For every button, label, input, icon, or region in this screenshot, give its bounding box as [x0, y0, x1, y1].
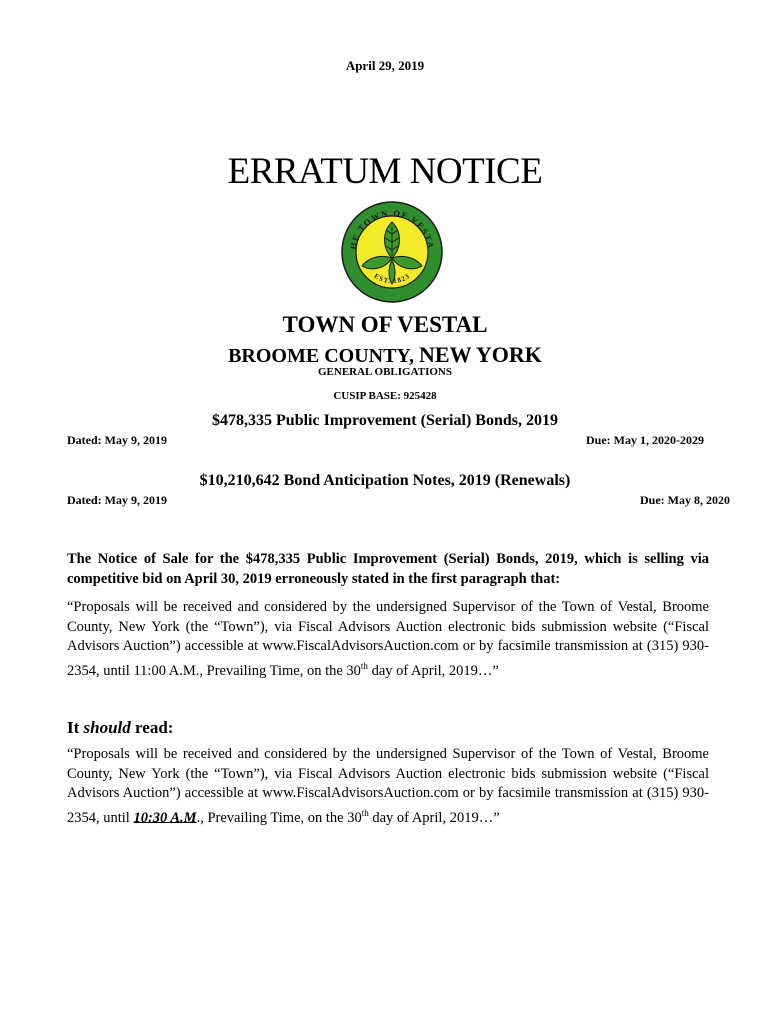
cusip-label: CUSIP BASE: 925428: [333, 390, 437, 402]
heading-emph: should: [83, 718, 131, 737]
original-paragraph: [67, 598, 709, 681]
ordinal-suffix: th: [361, 807, 369, 818]
corrected-time: 10:30 A.M: [133, 809, 197, 826]
notice-date: April 29, 2019: [345, 58, 425, 73]
issue-due: Due: May 1, 2020-2029: [586, 433, 704, 447]
seal-top-text: HE TOWN OF VESTA: [347, 207, 437, 251]
page-title: ERRATUM NOTICE: [227, 151, 543, 192]
heading-pre: It: [67, 718, 84, 737]
corrected-paragraph: [67, 745, 709, 828]
county-line: [0, 342, 770, 368]
corrected-text-end: day of April, 2019…”: [368, 809, 500, 826]
corrected-text-mid: ., Prevailing Time, on the 30: [196, 809, 362, 826]
obligations-label: GENERAL OBLIGATIONS: [318, 366, 452, 378]
heading-post: read:: [130, 718, 174, 737]
issue-dated: Dated: May 9, 2019: [67, 493, 167, 507]
ordinal-suffix: th: [360, 660, 368, 671]
original-text: “Proposals will be received and considered by the undersigned Supervisor of the Town of Vestal, Broome County, New York (the “Town”), via Fiscal Advisors Auction electronic bids submission website (“Fiscal Advisors Auction”) accessible at www.FiscalAdvisorsAuction.com or by facsimile transmission at (315) 930-2354, until 11:00 A.M., Prevailing Time, on the 30: [67, 599, 709, 679]
issue-title: $10,210,642 Bond Anticipation Notes, 2019 (Renewals): [199, 472, 571, 489]
seal-bottom-text: EST. 1823: [372, 272, 412, 286]
issue-due: Due: May 8, 2020: [640, 493, 730, 507]
original-text-end: day of April, 2019…”: [367, 662, 499, 679]
corrected-text: “Proposals will be received and considered by the undersigned Supervisor of the Town of Vestal, Broome County, New York (the “Town”), via Fiscal Advisors Auction electronic bids submission website (“Fiscal Advisors Auction”) accessible at www.FiscalAdvisorsAuction.com or by facsimile transmission at (315) 930-2354, until: [67, 746, 709, 826]
county-name: BROOME COUNTY,: [228, 345, 415, 367]
issue-title: $478,335 Public Improvement (Serial) Bonds, 2019: [212, 412, 558, 429]
issue-dated: Dated: May 9, 2019: [67, 433, 167, 447]
intro-paragraph: The Notice of Sale for the $478,335 Public Improvement (Serial) Bonds, 2019, which is selling via competitive bid on April 30, 2019 erroneously stated in the first paragraph that:: [67, 551, 709, 587]
state-name: NEW YORK: [419, 342, 542, 367]
town-name: TOWN OF VESTAL: [282, 312, 488, 337]
correction-heading: [67, 718, 173, 738]
town-seal-icon: [340, 200, 444, 304]
